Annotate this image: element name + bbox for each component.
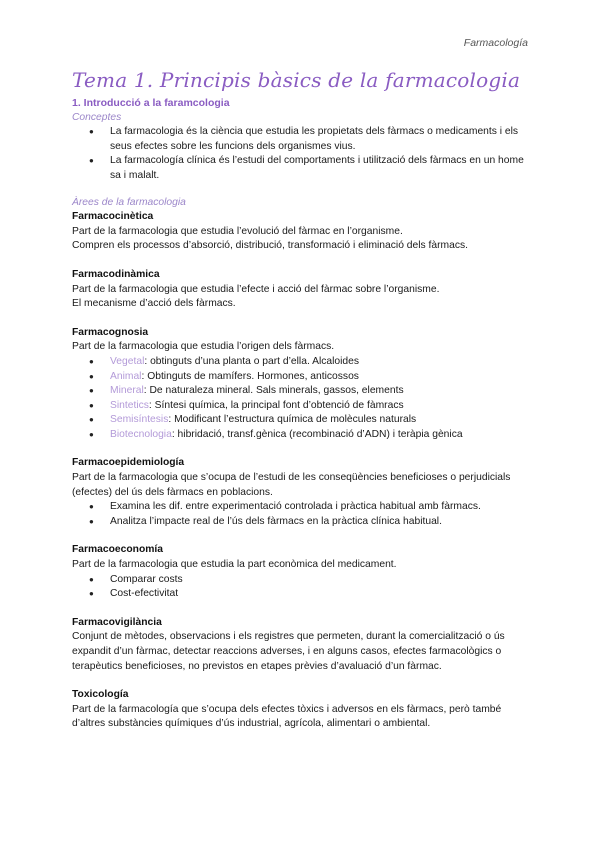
section-heading: Farmacoeconomía xyxy=(72,544,163,556)
section-farmacovigilancia xyxy=(72,616,532,674)
list-item: ● La farmacologia és la ciència que estudia les propietats dels fàrmacs o medicaments i els seus efectes sobre les funcions dels organismes vius. xyxy=(72,125,532,154)
section-text: Part de la farmacologia que estudia l’efecte i acció del fàrmac sobre l’organisme. xyxy=(72,283,440,295)
section-toxicologia xyxy=(72,688,532,732)
section-text: Compren els processos d’absorció, distribució, transformació i eliminació dels fàrmacs. xyxy=(72,240,469,252)
section-text: Part de la farmacologia que s’ocupa de l’estudi de les conseqüències beneficioses o perjudicials (efectes) del ús dels fàrmacs en poblacions. xyxy=(72,472,511,498)
list-item: ● Examina les dif. entre experimentació controlada i pràctica habitual amb fàrmacs. xyxy=(72,500,532,515)
section-text: Part de la farmacologia que estudia la part econòmica del medicament. xyxy=(72,559,397,571)
list-item xyxy=(72,370,532,385)
section-heading: Farmacoepidemiología xyxy=(72,457,185,469)
list-item: ● Cost-efectivitat xyxy=(72,587,532,602)
areas-label: Àrees de la farmacologia xyxy=(72,196,186,208)
epidemiology-list xyxy=(72,500,532,529)
section-farmacocinetica xyxy=(72,210,532,254)
section-text: Part de la farmacologia que estudia l’origen dels fàrmacs. xyxy=(72,341,335,353)
section-heading: Toxicología xyxy=(72,689,129,701)
origin-term: Mineral xyxy=(110,385,144,397)
list-item: ● Analitza l’impacte real de l’ús dels fàrmacs en la pràctica clínica habitual. xyxy=(72,515,532,530)
document-body xyxy=(72,96,532,732)
section-heading: Farmacodinàmica xyxy=(72,268,160,280)
list-item xyxy=(72,355,532,370)
section-farmacoeconomia xyxy=(72,543,532,601)
section-farmacoepidemiologia xyxy=(72,456,532,529)
origin-text: : Modificant l’estructura química de molècules naturals xyxy=(168,414,417,426)
section-heading: Farmacognosia xyxy=(72,326,149,338)
origin-text: : obtinguts d’una planta o part d’ella. Alcaloides xyxy=(144,355,360,367)
intro-heading: 1. Introducció a la faramcologia xyxy=(72,97,230,109)
origin-list xyxy=(72,355,532,443)
origin-text: : Obtinguts de mamífers. Hormones, anticossos xyxy=(141,370,359,382)
section-text: Conjunt de mètodes, observacions i els registres que permeten, durant la comercialització o ús expandit d’un fàrmac, detectar reaccions adverses, i en alguns casos, efectes farmacològics o terapèutics beneficioses, no previstos en etapes prèvies d’avaluació d’un fàrmac. xyxy=(72,631,505,672)
origin-term: Biotecnologia xyxy=(110,428,172,440)
list-item xyxy=(72,399,532,414)
page-header-subject: Farmacología xyxy=(463,37,528,49)
economy-list xyxy=(72,573,532,602)
section-farmacognosia xyxy=(72,326,532,443)
section-text: Part de la farmacologia que estudia l’evolució del fàrmac en l’organisme. xyxy=(72,225,403,237)
section-farmacodinamica xyxy=(72,268,532,312)
section-heading: Farmacocinètica xyxy=(72,211,154,223)
list-item xyxy=(72,384,532,399)
origin-text: : Síntesi química, la principal font d’obtenció de fàmracs xyxy=(148,399,404,411)
concepts-label: Conceptes xyxy=(72,111,122,123)
section-text: El mecanisme d’acció dels fàrmacs. xyxy=(72,298,236,310)
origin-text: : De naturaleza mineral. Sals minerals, gassos, elements xyxy=(143,385,404,397)
origin-term: Vegetal xyxy=(110,355,145,367)
origin-text: : hibridació, transf.gènica (recombinació d’ADN) i teràpia gènica xyxy=(171,428,463,440)
origin-term: Sintetics xyxy=(110,399,149,411)
section-text: Part de la farmacología que s’ocupa dels efectes tòxics i adversos en els fàrmacs, però també d’altres substàncies químiques d’ús industrial, agrícola, alimentari o ambiental. xyxy=(72,703,502,730)
section-heading: Farmacovigilància xyxy=(72,616,162,628)
list-item: ● La farmacología clínica és l’estudi del comportaments i utilització dels fàrmacs en un home sa i malalt. xyxy=(72,154,532,183)
list-item xyxy=(72,413,532,428)
origin-term: Animal xyxy=(110,370,142,382)
concepts-list xyxy=(72,125,532,183)
origin-term: Semisíntesis xyxy=(110,414,169,426)
page-title: Tema 1. Principis bàsics de la farmacologia xyxy=(72,68,521,92)
list-item: ● Comparar costs xyxy=(72,573,532,588)
list-item xyxy=(72,428,532,443)
